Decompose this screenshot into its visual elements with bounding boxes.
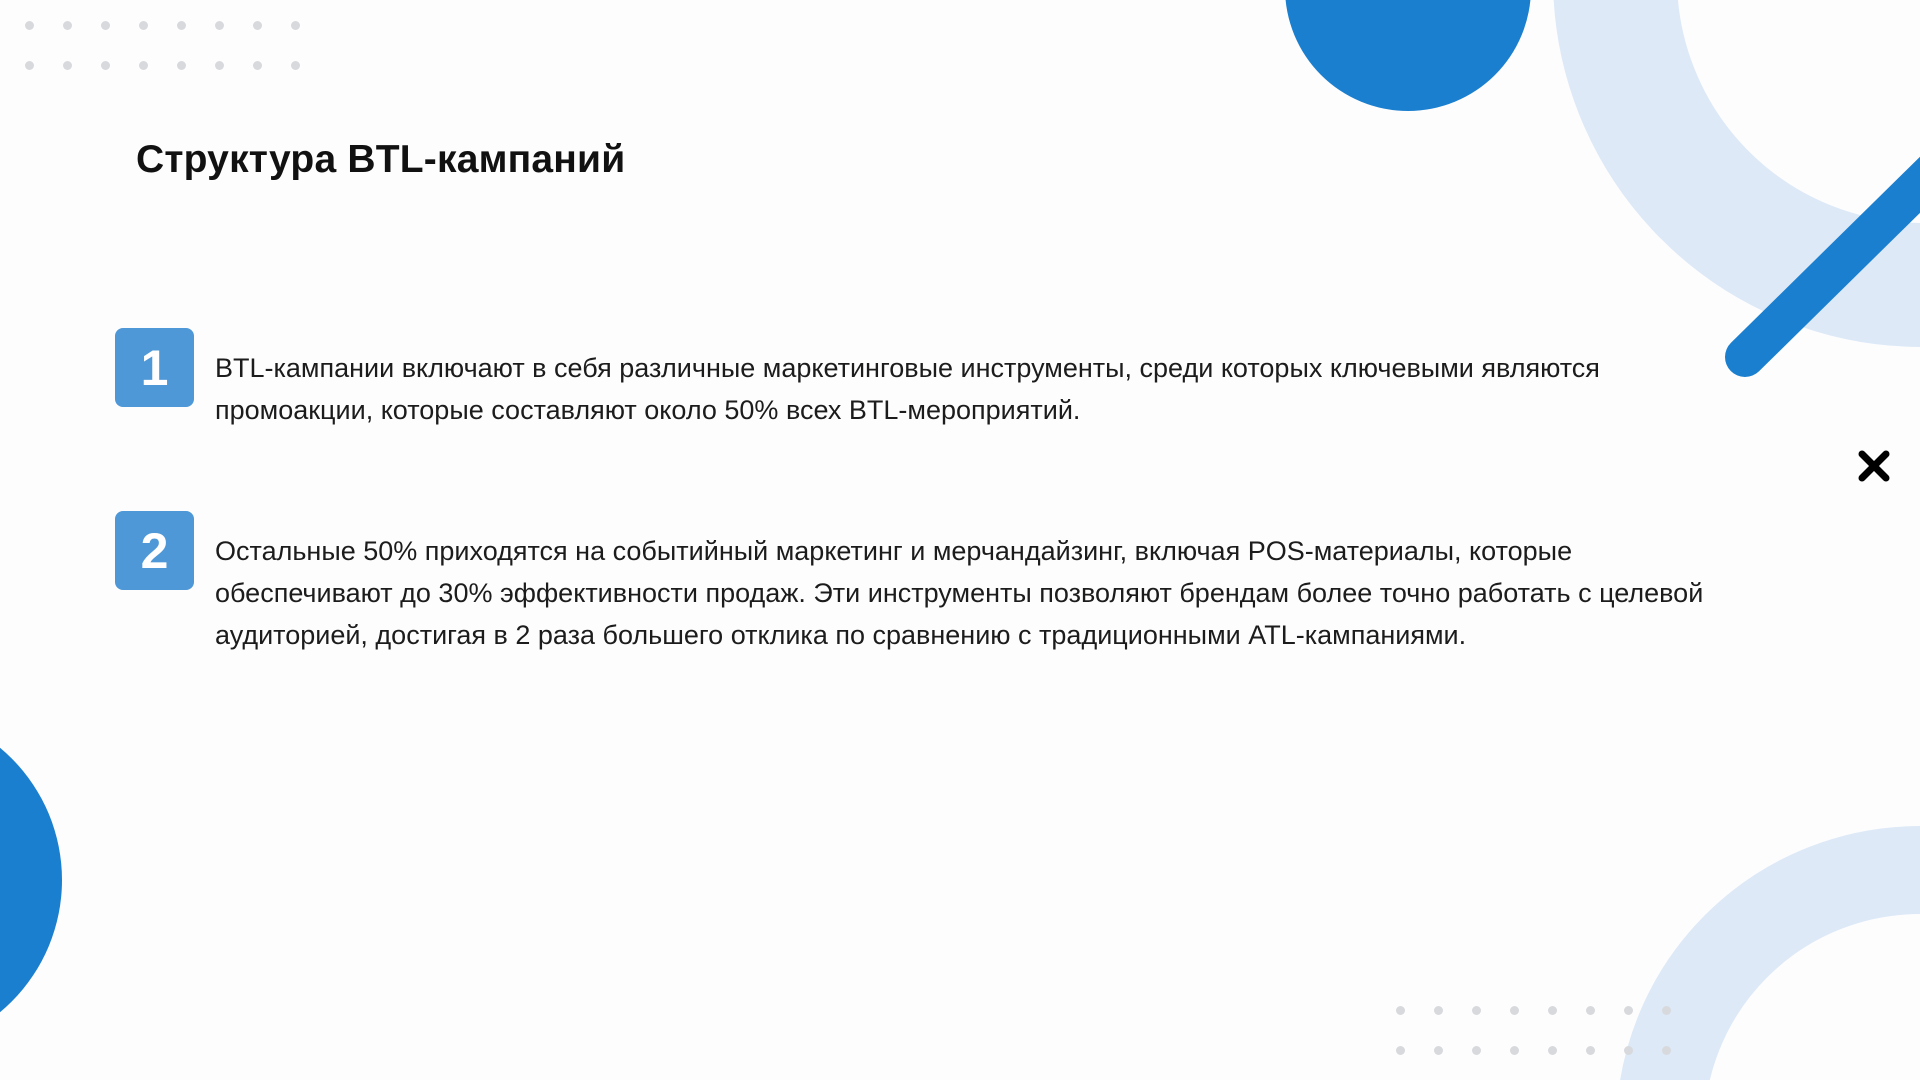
decor-arc-bottom-right — [1660, 870, 1920, 1080]
point-item-1 — [115, 328, 1755, 431]
point-number-badge: 2 — [115, 511, 194, 590]
close-icon — [1857, 449, 1891, 483]
decor-dot-grid-top-left — [25, 21, 300, 70]
slide-title: Структура BTL-кампаний — [136, 138, 626, 181]
point-text: BTL-кампании включают в себя различные маркетинговые инструменты, среди которых ключевыми являются промоакции, которые составляют около 50% всех BTL-мероприятий. — [215, 353, 1600, 425]
point-item-2 — [115, 511, 1755, 656]
decor-dot-grid-bottom-right — [1396, 1006, 1671, 1055]
decor-circle-top — [1285, 0, 1531, 111]
decor-circle-left — [0, 708, 62, 1052]
point-text: Остальные 50% приходятся на событийный маркетинг и мерчандайзинг, включая POS-материалы, которые обеспечивают до 30% эффективности продаж. Эти инструменты позволяют брендам более точно работать с целевой аудиторией, достигая в 2 раза большего отклика по сравнению с традиционными ATL-кампаниями. — [215, 536, 1704, 650]
point-number-badge: 1 — [115, 328, 194, 407]
close-button[interactable] — [1854, 446, 1894, 486]
